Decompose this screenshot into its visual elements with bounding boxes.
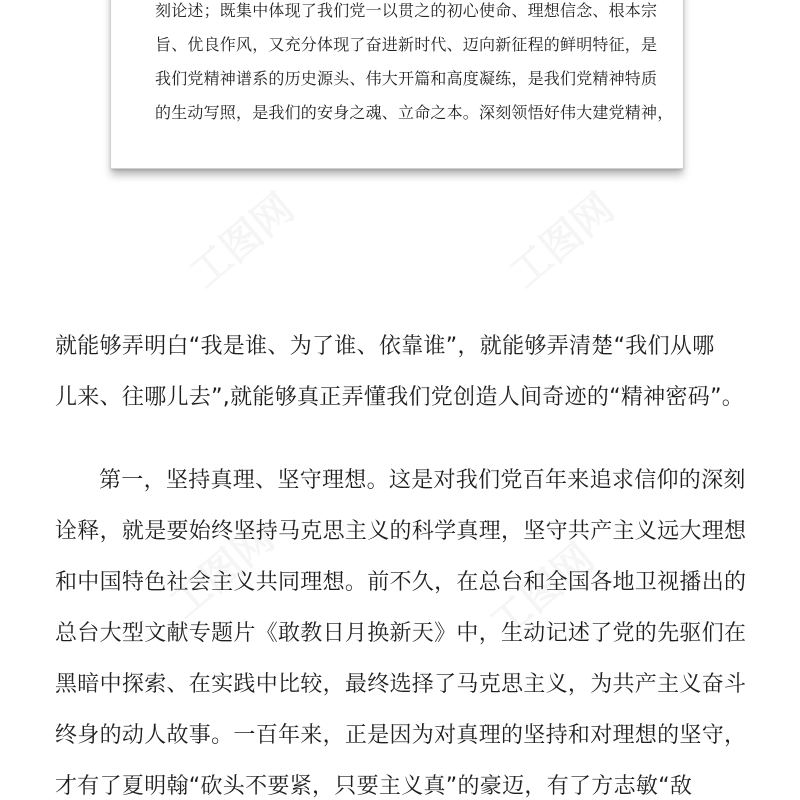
body-text-line: 就能够弄明白“我是谁、为了谁、依靠谁”，就能够弄清楚“我们从哪 bbox=[55, 334, 715, 359]
watermark: 工图网 bbox=[481, 534, 603, 648]
body-text-line: 黑暗中探索、在实践中比较，最终选择了马克思主义，为共产主义奋斗 bbox=[55, 672, 747, 697]
body-text-line: 和中国特色社会主义共同理想。前不久，在总台和全国各地卫视播出的 bbox=[55, 570, 747, 595]
card-text-line: 我们党精神谱系的历史源头、伟大开篇和高度凝练，是我们党精神特质 bbox=[155, 69, 658, 88]
body-text-line: 终身的动人故事。一百年来，正是因为对真理的坚持和对理想的坚守， bbox=[55, 723, 747, 748]
body-text-line: 总台大型文献专题片《敢教日月换新天》中，生动记述了党的先驱们在 bbox=[55, 621, 747, 646]
card-text-line: 刻论述；既集中体现了我们党一以贯之的初心使命、理想信念、根本宗 bbox=[155, 1, 658, 20]
body-text-line: 诠释，就是要始终坚持马克思主义的科学真理，坚守共产主义远大理想 bbox=[55, 519, 747, 544]
watermark: 工图网 bbox=[161, 514, 283, 628]
card-text-line: 的生动写照，是我们的安身之魂、立命之本。深刻领悟好伟大建党精神， bbox=[155, 103, 674, 122]
watermark: 工图网 bbox=[181, 184, 303, 298]
body-text-line: 才有了夏明翰“砍头不要紧，只要主义真”的豪迈，有了方志敏“敌 bbox=[55, 774, 693, 799]
watermark: 工图网 bbox=[501, 184, 623, 298]
quote-card bbox=[111, 0, 683, 169]
paragraph-first-line: 第一，坚持真理、坚守理想。这是对我们党百年来追求信仰的深刻 bbox=[99, 468, 746, 493]
card-text-line: 旨、优良作风，又充分体现了奋进新时代、迈向新征程的鲜明特征，是 bbox=[155, 35, 658, 54]
body-text-line: 儿来、往哪儿去”,就能够真正弄懂我们党创造人间奇迹的“精神密码”。 bbox=[55, 385, 745, 410]
